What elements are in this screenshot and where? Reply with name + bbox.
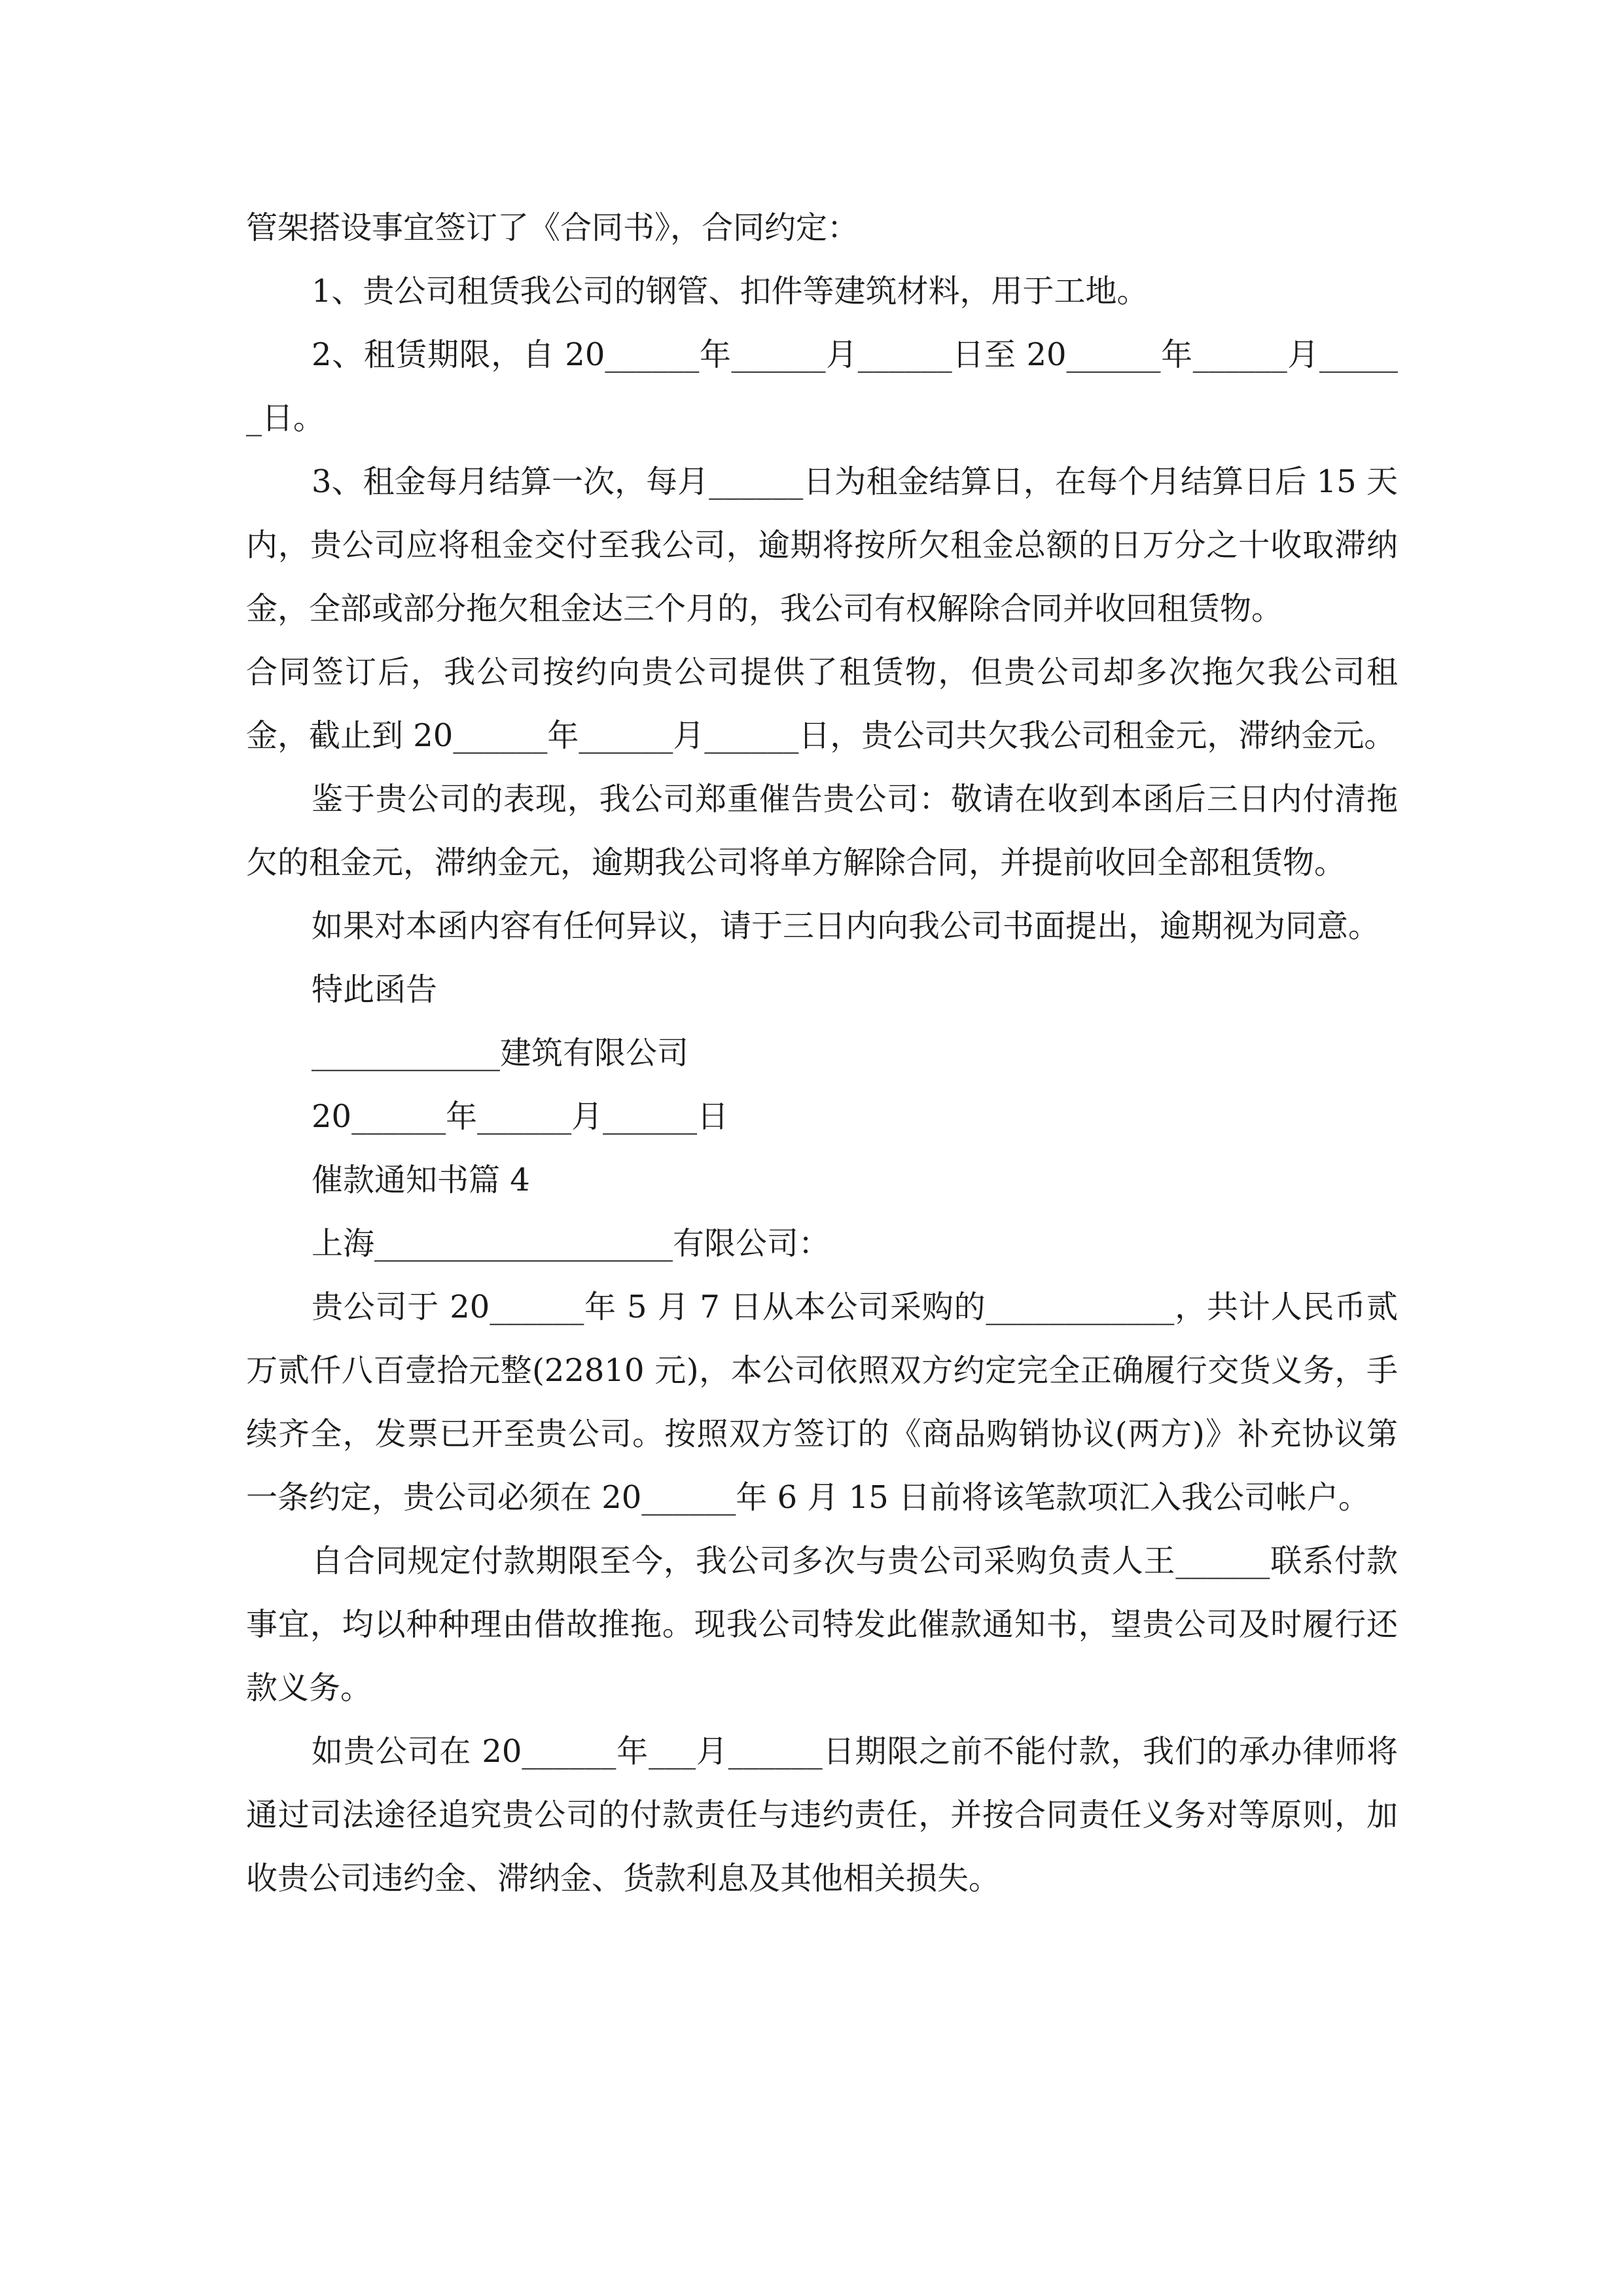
paragraph-clause-2: 2、租赁期限，自 20______年______月______日至 20______年______月______日。 [246,336,1398,437]
paragraph-contract-intro: 管架搭设事宜签订了《合同书》，合同约定： [246,209,859,246]
paragraph-demand: 鉴于贵公司的表现，我公司郑重催告贵公司：敬请在收到本函后三日内付清拖欠的租金元，滞纳金元，逾期我公司将单方解除合同，并提前收回全部租赁物。 [246,781,1398,881]
paragraph-objection: 如果对本函内容有任何异议，请于三日内向我公司书面提出，逾期视为同意。 [312,908,1380,944]
paragraph-contact: 自合同规定付款期限至今，我公司多次与贵公司采购负责人王______联系付款事宜，均以种种理由借故推拖。现我公司特发此催款通知书，望贵公司及时履行还款义务。 [246,1543,1398,1706]
paragraph-notice: 特此函告 [312,971,438,1008]
paragraph-clause-1: 1、贵公司租赁我公司的钢管、扣件等建筑材料，用于工地。 [312,273,1149,310]
section-title: 催款通知书篇 4 [312,1162,530,1198]
paragraph-arrears: 合同签订后，我公司按约向贵公司提供了租赁物，但贵公司却多次拖欠我公司租金，截止到 20______年______月______日，贵公司共欠我公司租金元，滞纳金元。 [246,654,1398,754]
paragraph-legal-warning: 如贵公司在 20______年___月______日期限之前不能付款，我们的承办律师将通过司法途径追究贵公司的付款责任与违约责任，并按合同责任义务对等原则，加收贵公司违约金、滞纳金、货款利息及其他相关损失。 [246,1733,1398,1897]
paragraph-purchase: 贵公司于 20______年 5 月 7 日从本公司采购的____________，共计人民币贰万贰仟八百壹拾元整(22810 元)，本公司依照双方约定完全正确履行交货义务，手续齐全，发票已开至贵公司。按照双方签订的《商品购销协议(两方)》补充协议第一条约定，贵公司必须在 20______年 6 月 15 日前将该笔款项汇入我公司帐户。 [246,1289,1398,1516]
recipient-line: 上海___________________有限公司： [312,1225,830,1262]
signature-date: 20______年______月______日 [312,1098,729,1135]
paragraph-clause-3: 3、租金每月结算一次，每月______日为租金结算日，在每个月结算日后 15 天内，贵公司应将租金交付至我公司，逾期将按所欠租金总额的日万分之十收取滞纳金，全部或部分拖欠租金达三个月的，我公司有权解除合同并收回租赁物。 [246,463,1398,627]
signature-company: ____________建筑有限公司 [312,1035,689,1071]
document-page [246,196,1398,1910]
